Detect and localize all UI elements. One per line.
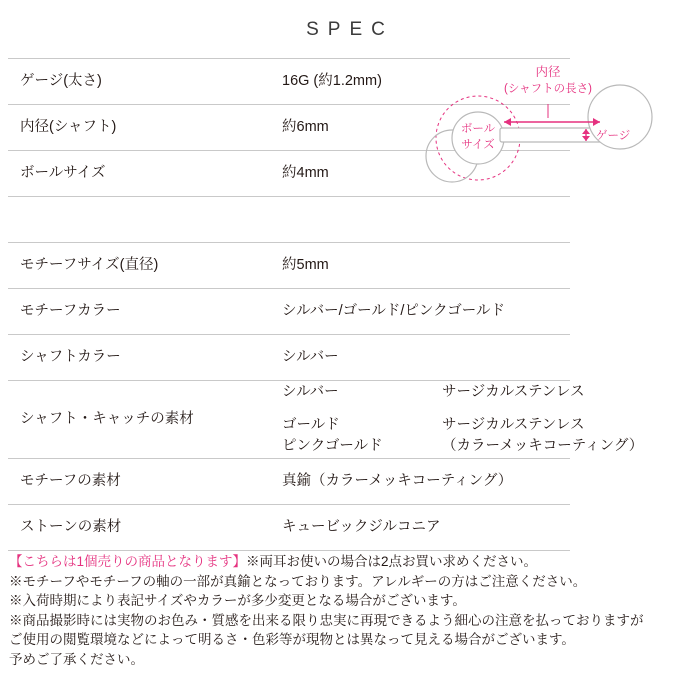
row-value: シルバー	[220, 335, 570, 381]
page-title: SPEC	[306, 19, 394, 40]
note-line-3: ※入荷時期により表記サイズやカラーが多少変更となる場合がございます。	[9, 593, 466, 608]
row-label: モチーフの素材	[8, 459, 220, 505]
material-color: ゴールド	[282, 416, 340, 433]
material-name: サージカルステンレス	[442, 383, 585, 400]
row-value: 16G (約1.2mm)	[220, 59, 570, 105]
table-row-material	[8, 381, 570, 459]
gauge-label: ゲージ	[596, 130, 631, 142]
table-row	[8, 289, 570, 335]
row-label: ゲージ(太さ)	[8, 59, 220, 105]
table-row	[8, 505, 570, 551]
material-color: ピンクゴールド	[282, 438, 383, 454]
note-line-2: ※モチーフやモチーフの軸の一部が真鍮となっております。アレルギーの方はご注意ください。	[9, 573, 587, 589]
row-value: 約4mm	[220, 151, 570, 197]
row-value: シルバー/ゴールド/ピンクゴールド	[220, 289, 570, 335]
table-row	[8, 243, 570, 289]
row-value: 約6mm	[220, 105, 570, 151]
ball-size-label-line2: サイズ	[461, 139, 495, 151]
row-value: 真鍮（カラーメッキコーティング）	[220, 459, 570, 505]
gap-cell-right	[220, 197, 570, 243]
row-value-material	[220, 381, 644, 459]
ball-size-label-line1: ボール	[460, 123, 496, 135]
note-highlight: 【こちらは1個売りの商品となります】	[9, 554, 247, 569]
notes-block	[9, 552, 695, 669]
table-row	[8, 459, 570, 505]
row-label: 内径(シャフト)	[8, 105, 220, 151]
note-line-1	[9, 552, 695, 572]
material-name: サージカルステンレス	[442, 416, 585, 433]
inner-diameter-label-line1: 内径	[535, 65, 561, 79]
note-line-6: 予めご了承ください。	[9, 651, 144, 667]
row-label: ボールサイズ	[8, 151, 220, 197]
barbell-diagram	[420, 60, 692, 200]
row-label: シャフトカラー	[8, 335, 220, 381]
material-line	[282, 415, 585, 436]
row-label: モチーフサイズ(直径)	[8, 243, 220, 289]
inner-diameter-label-line2: (シャフトの長さ)	[504, 83, 592, 95]
note-text: ※両耳お使いの場合は2点お買い求めください。	[246, 554, 538, 569]
row-label: ストーンの素材	[8, 505, 220, 551]
row-label: シャフト・キャッチの素材	[8, 381, 220, 459]
inner-diameter-arrow	[504, 118, 600, 126]
material-line	[282, 382, 585, 403]
table-row	[8, 335, 570, 381]
row-label: モチーフカラー	[8, 289, 220, 335]
table-section-gap	[8, 197, 570, 243]
material-line	[282, 436, 644, 457]
material-name: （カラーメッキコーティング）	[442, 438, 644, 454]
note-line-4: ※商品撮影時には実物のお色み・質感を出来る限り忠実に再現できるよう細心の注意を払っておりますが	[9, 612, 644, 628]
row-value: キュービックジルコニア	[220, 505, 570, 551]
note-line-5: ご使用の閲覧環境などによって明るさ・色彩等が現物とは異なって見える場合がございます。	[9, 632, 575, 647]
gap-cell-left	[8, 197, 220, 243]
material-color: シルバー	[282, 383, 339, 400]
row-value: 約5mm	[220, 243, 570, 289]
